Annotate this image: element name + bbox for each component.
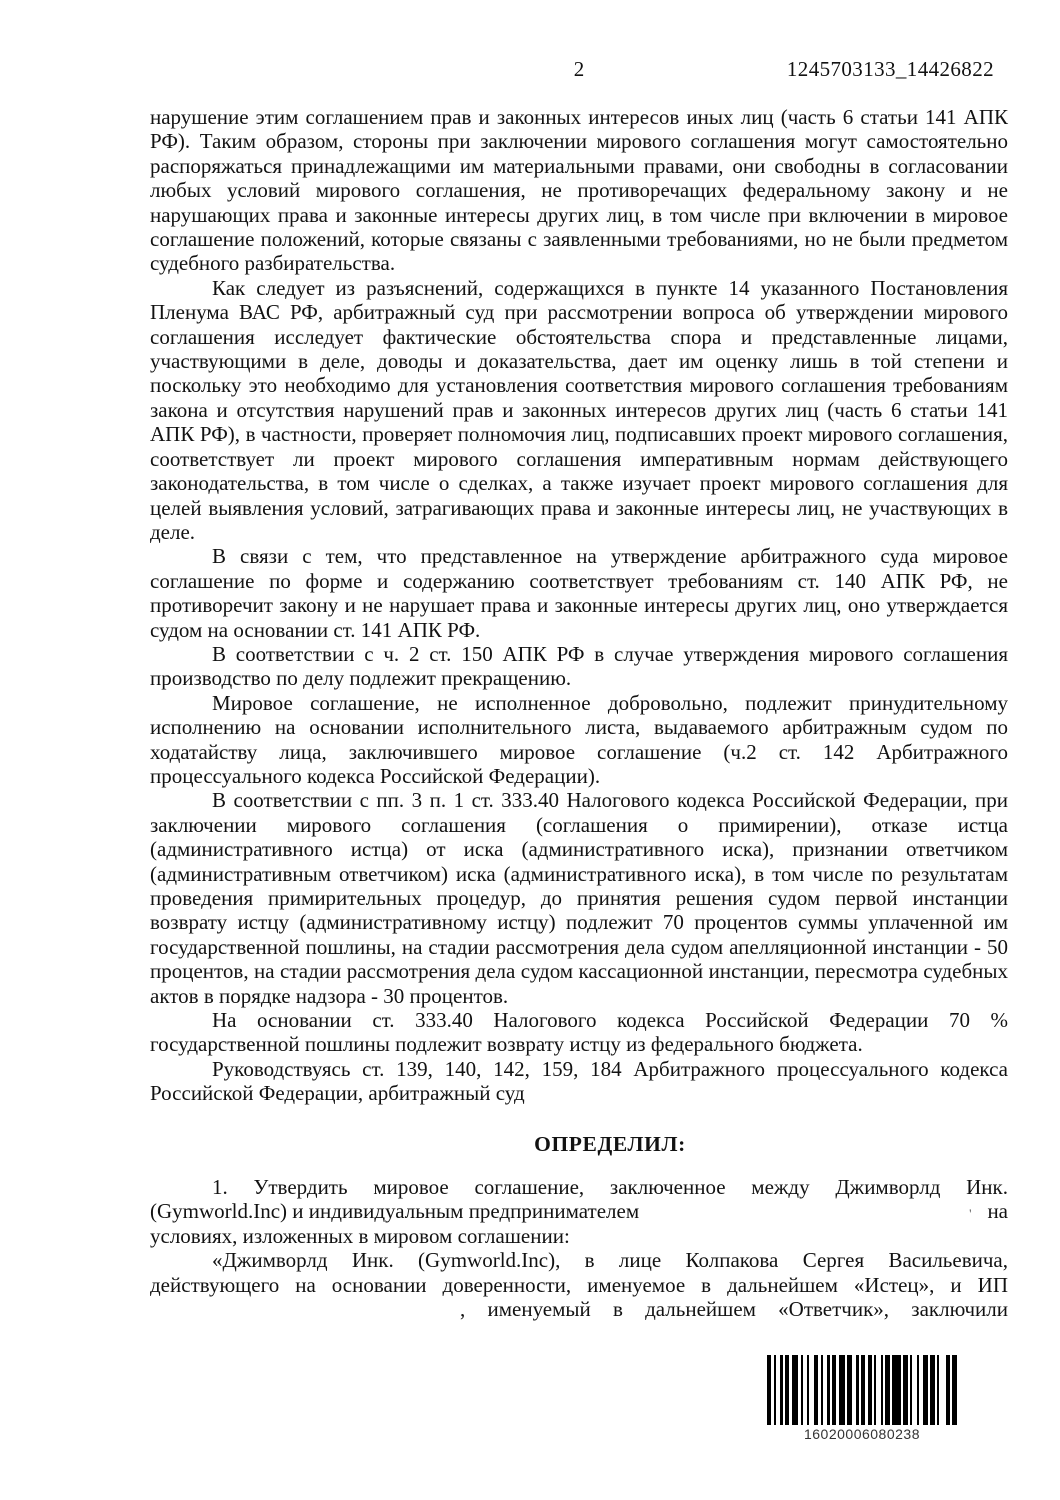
paragraph: На основании ст. 333.40 Налогового кодекса Российской Федерации 70 % государственной пошлины подлежит возврату истцу из федерального бюджета. [150, 1008, 1008, 1057]
paragraph: В соответствии с пп. 3 п. 1 ст. 333.40 Налогового кодекса Российской Федерации, при заключении мирового соглашения (соглашения о примирении), отказе истца (административного истца) от иска (административного иска), признании ответчиком (административным ответчиком) иска (административного иска), в том числе по результатам проведения примирительных процедур, до принятия решения судом первой инстанции возврату истцу (административному истцу) подлежит 70 процентов суммы уплаченной им государственной пошлины, на стадии рассмотрения дела судом апелляционной инстанции - 50 процентов, на стадии рассмотрения дела судом кассационной инстанции, пересмотра судебных актов в порядке надзора - 30 процентов. [150, 788, 1008, 1008]
agreement-quote [150, 1248, 1008, 1321]
agreement-quote-line-2: действующего на основании доверенности, именуемое в дальнейшем «Истец», и ИП [150, 1272, 1008, 1297]
paragraph: Мировое соглашение, не исполненное добровольно, подлежит принудительному исполнению на основании исполнительного листа, выдаваемого арбитражным судом по ходатайству лица, заключившего мировое соглашение (ч.2 ст. 142 Арбитражного процессуального кодекса Российской Федерации). [150, 690, 1008, 788]
paragraph: В связи с тем, что представленное на утверждение арбитражного суда мировое соглашение по форме и содержанию соответствует требованиям ст. 140 АПК РФ, не противоречит закону и не нарушает права и законные интересы других лиц, оно утверждается судом на основании ст. 141 АПК РФ. [150, 544, 1008, 642]
paragraph: Как следует из разъяснений, содержащихся в пункте 14 указанного Постановления Пленума ВАС РФ, арбитражный суд при рассмотрении вопроса об утверждении мирового соглашения исследует фактические обстоятельства спора и представленные лицами, участвующими в деле, доводы и доказательства, дает им оценку лишь в той степени и поскольку это необходимо для установления соответствия мирового соглашения требованиям закона и отсутствия нарушений прав и законных интересов других лиц (часть 6 статьи 141 АПК РФ), в частности, проверяет полномочия лиц, подписавших проект мирового соглашения, соответствует ли проект мирового соглашения императивным нормам действующего законодательства, в том числе о сделках, а также изучает проект мирового соглашения для целей выявления условий, затрагивающих права и законные интересы лиц, не участвующих в деле. [150, 275, 1008, 544]
barcode-number: 16020006080238 [803, 1426, 920, 1442]
redaction-mark: ' [969, 1206, 972, 1222]
page-header [150, 54, 1008, 84]
paragraph: нарушение этим соглашением прав и законных интересов иных лиц (часть 6 статьи 141 АПК РФ). Таким образом, стороны при заключении мирового соглашения могут самостоятельно распоряжаться принадлежащими им материальными правами, они свободны в согласовании любых условий мирового соглашения, не противоречащих федеральному закону и не нарушающих права и законные интересы других лиц, в том числе при включении в мировое соглашение положений, которые связаны с заявленными требованиями, но не были предметом судебного разбирательства. [150, 105, 1008, 276]
agreement-quote-line-3: , именуемый в дальнейшем «Ответчик», заключили [460, 1297, 1008, 1322]
barcode-bars [767, 1355, 957, 1425]
ruling-item-1-line-1: 1. Утвердить мировое соглашение, заключенное между Джимворлд Инк. [212, 1175, 1008, 1200]
ruling-item-1-line-3: условиях, изложенных в мировом соглашении: [150, 1223, 570, 1248]
ruling-heading: ОПРЕДЕЛИЛ: [534, 1131, 686, 1156]
ruling-item-1-line-2 [150, 1199, 1008, 1223]
agreement-quote-line-1: «Джимворлд Инк. (Gymworld.Inc), в лице Колпакова Сергея Васильевича, [212, 1248, 1008, 1273]
document-number: 1245703133_14426822 [786, 57, 994, 81]
document-body [150, 105, 1008, 1321]
page-number: 2 [573, 57, 585, 81]
paragraph: Руководствуясь ст. 139, 140, 142, 159, 184 Арбитражного процессуального кодекса Российской Федерации, арбитражный суд [150, 1056, 1008, 1106]
ruling-item-1-line-2-text: (Gymworld.Inc) и индивидуальным предпринимателем [150, 1199, 640, 1224]
ruling-item-1 [150, 1175, 1008, 1248]
ruling-item-1-line-2-end: на [987, 1199, 1008, 1224]
barcode [767, 1355, 957, 1442]
paragraph: В соответствии с ч. 2 ст. 150 АПК РФ в случае утверждения мирового соглашения производство по делу подлежит прекращению. [150, 641, 1008, 691]
